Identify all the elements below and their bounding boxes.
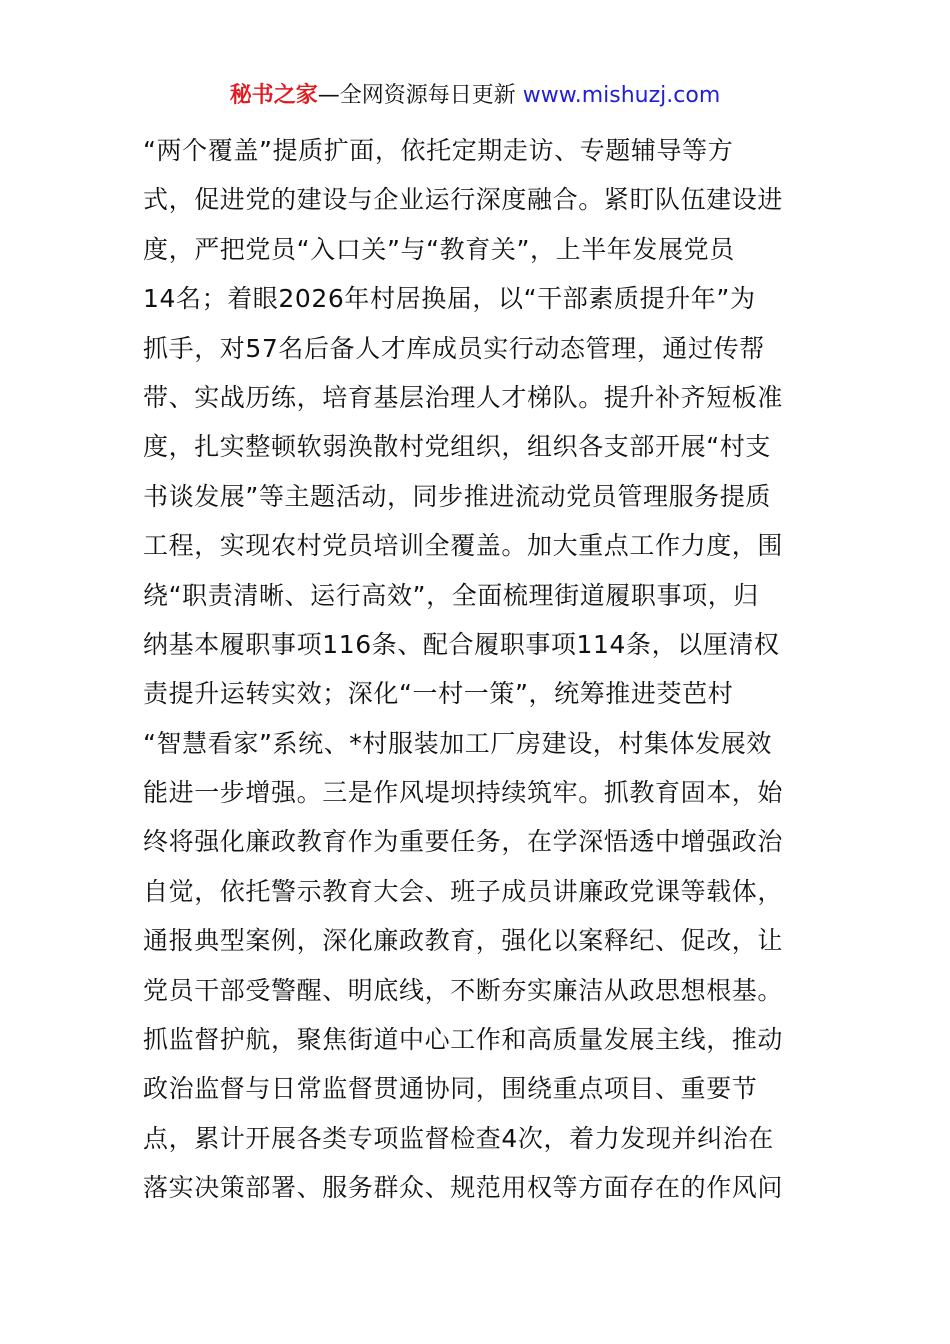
text-line: 抓监督护航，聚焦街道中心工作和高质量发展主线，推动 (143, 1025, 784, 1055)
text-line: 能进一步增强。三是作风堤坝持续筑牢。抓教育固本，始 (143, 778, 784, 808)
site-link[interactable]: www.mishuzj.com (522, 83, 721, 108)
text-line: 自觉，依托警示教育大会、班子成员讲廉政党课等载体， (143, 876, 784, 906)
text-line: 通报典型案例，深化廉政教育，强化以案释纪、促改，让 (143, 926, 784, 956)
text-line: 责提升运转实效；深化“一村一策”，统筹推进茭芭村 (143, 679, 734, 709)
text-line: 终将强化廉政教育作为重要任务，在学深悟透中增强政治 (143, 827, 784, 857)
text-line: 纳基本履职事项116条、配合履职事项114条，以厘清权 (143, 629, 780, 659)
header-tagline: —全网资源每日更新 (317, 83, 516, 108)
text-line: 式，促进党的建设与企业运行深度融合。紧盯队伍建设进 (143, 185, 784, 215)
text-line: 政治监督与日常监督贯通协同，围绕重点项目、重要节 (143, 1074, 758, 1104)
text-line: 度，严把党员“入口关”与“教育关”，上半年发展党员 (143, 234, 735, 264)
text-line: 带、实战历练，培育基层治理人才梯队。提升补齐短板准 (143, 382, 784, 412)
text-line: 工程，实现农村党员培训全覆盖。加大重点工作力度，围 (143, 531, 784, 561)
text-line: 绕“职责清晰、运行高效”，全面梳理街道履职事项，归 (143, 580, 759, 610)
text-line: 抓手，对57名后备人才库成员实行动态管理，通过传帮 (143, 333, 765, 363)
text-line: 党员干部受警醒、明底线，不断夯实廉洁从政思想根基。 (143, 975, 784, 1005)
text-line: 落实决策部署、服务群众、规范用权等方面存在的作风问 (143, 1173, 784, 1203)
text-line: 书谈发展”等主题活动，同步推进流动党员管理服务提质 (143, 481, 771, 511)
page-header (0, 80, 950, 112)
body-paragraph (143, 126, 813, 1213)
text-line: 度，扎实整顿软弱涣散村党组织，组织各支部开展“村支 (143, 432, 771, 462)
text-line: “智慧看家”系统、*村服装加工厂房建设，村集体发展效 (143, 728, 773, 758)
text-line: “两个覆盖”提质扩面，依托定期走访、专题辅导等方 (143, 136, 734, 165)
text-line: 14名；着眼2026年村居换届，以“干部素质提升年”为 (143, 284, 756, 314)
brand-name: 秘书之家 (229, 83, 318, 108)
text-line: 点，累计开展各类专项监督检查4次，着力发现并纠治在 (143, 1123, 774, 1153)
